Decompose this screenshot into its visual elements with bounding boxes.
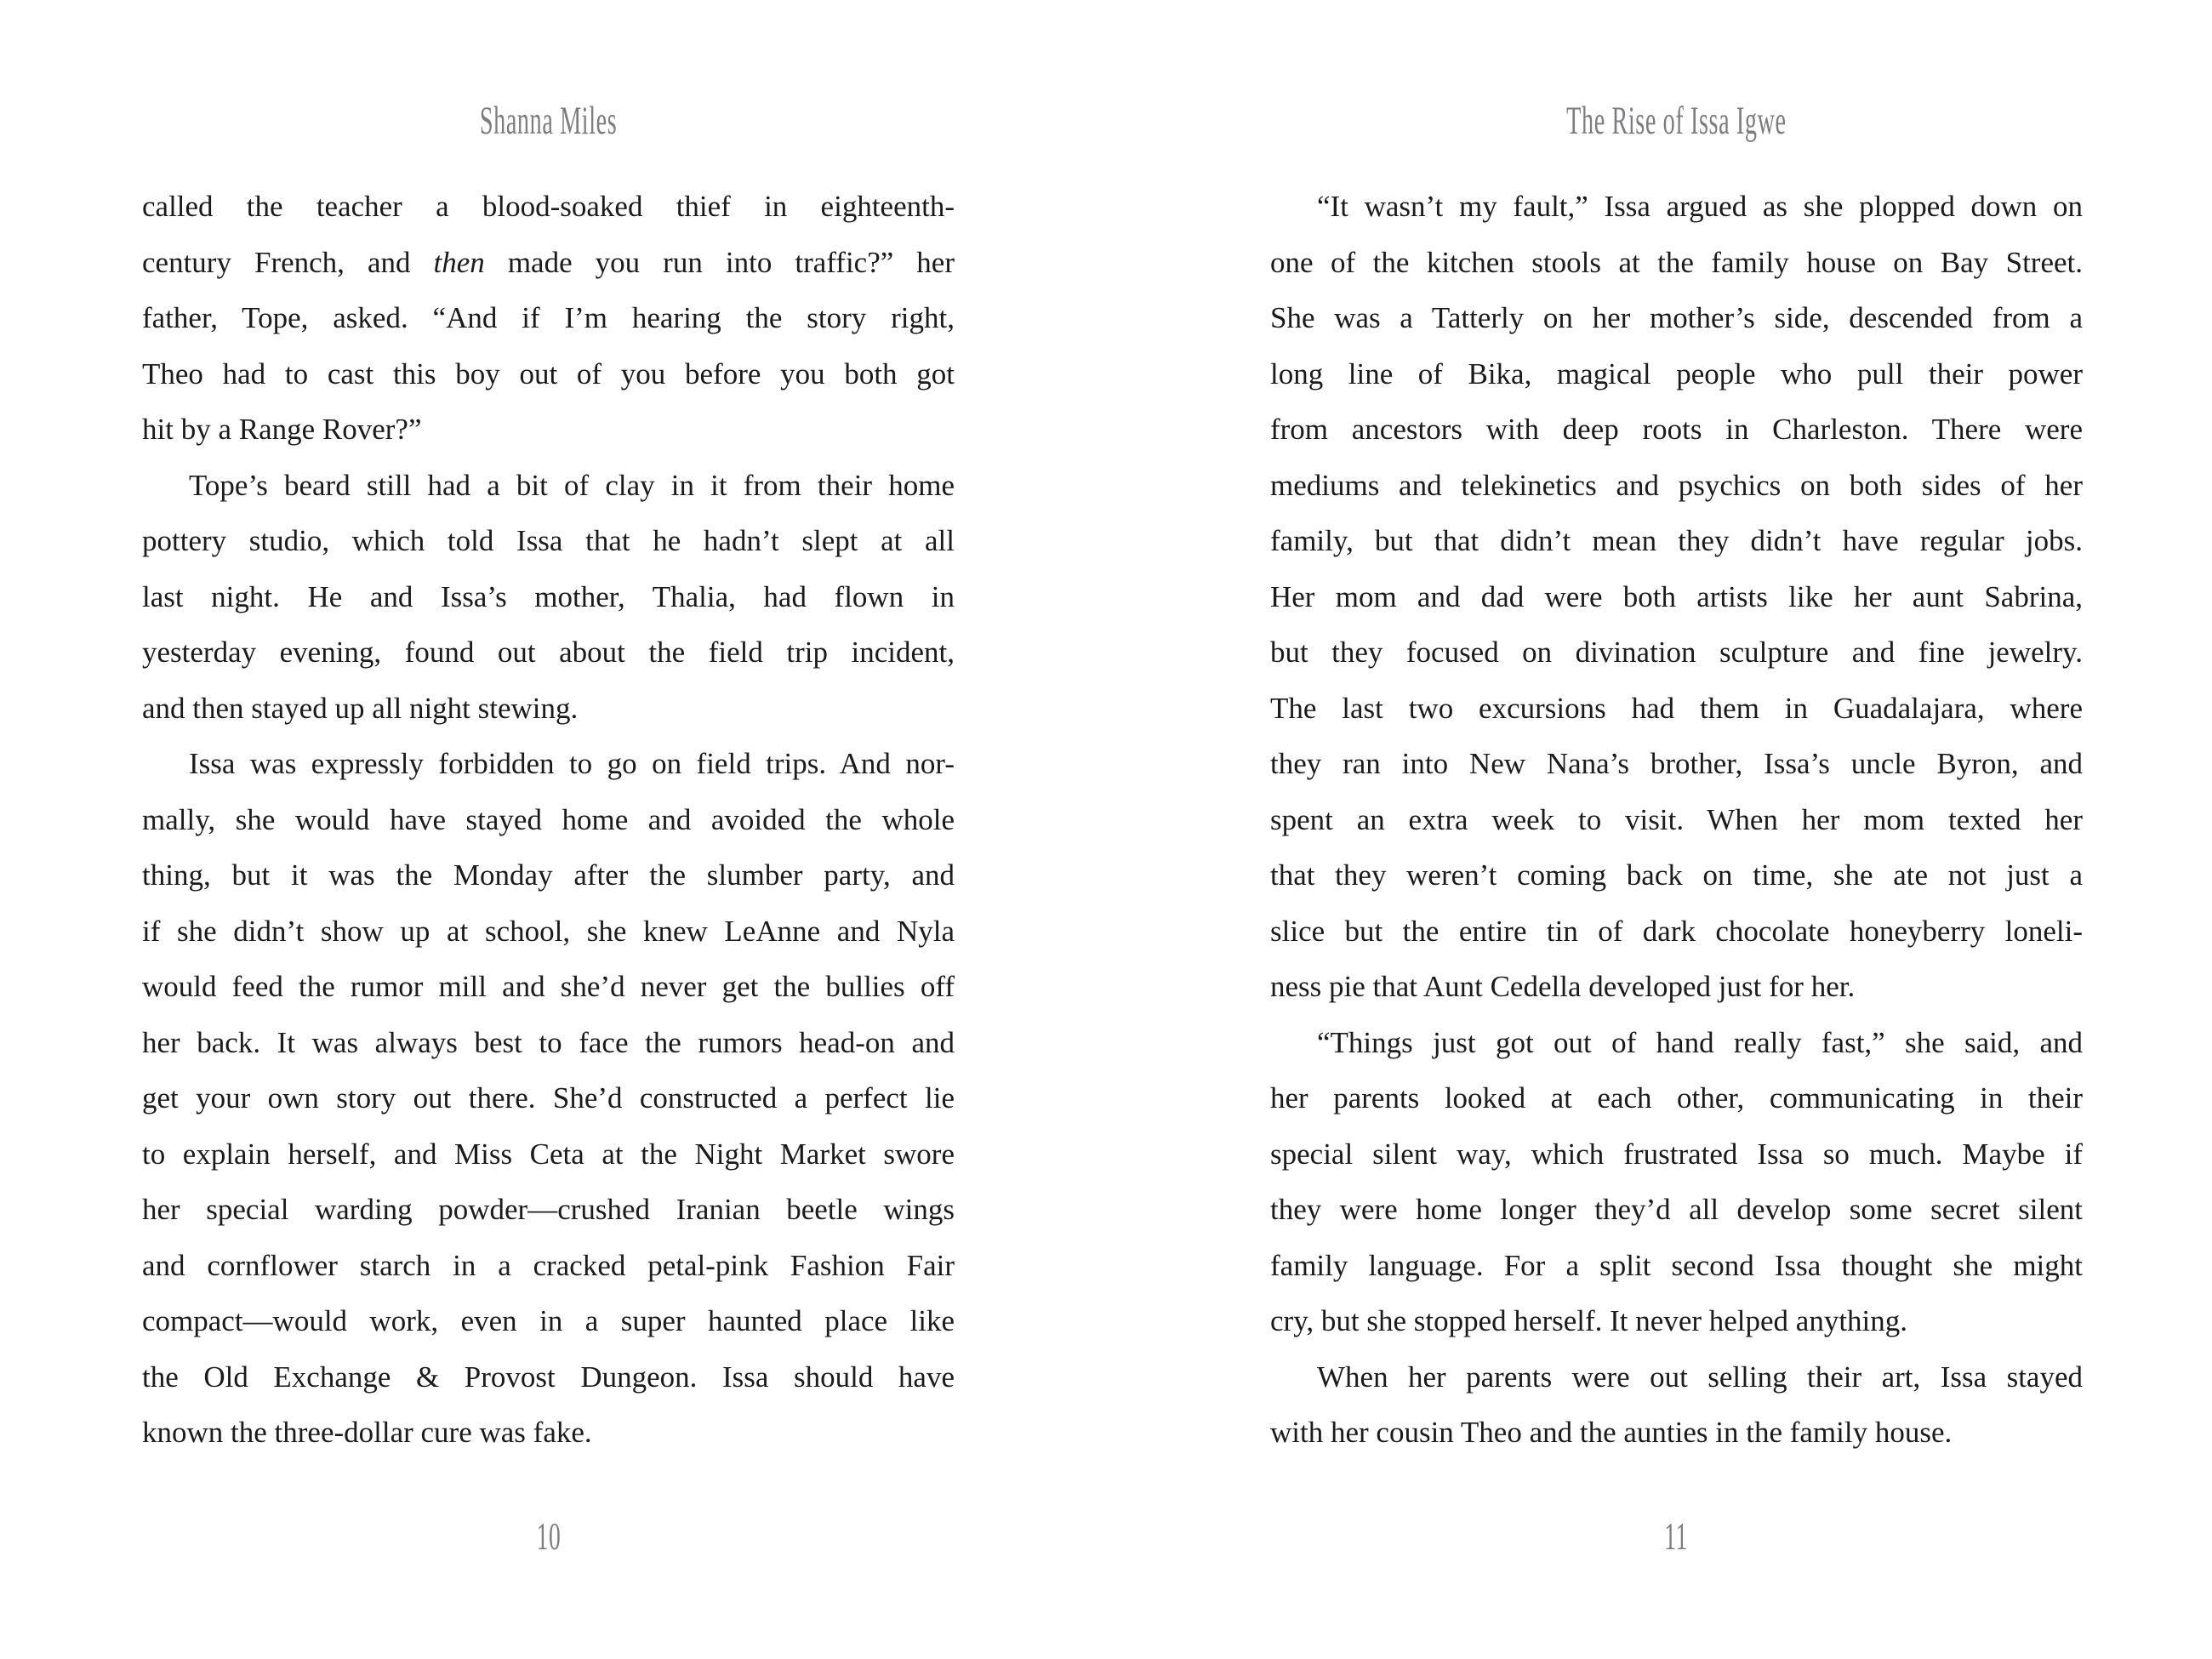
text-line: if she didn’t show up at school, she knew LeAnne and Nyla bbox=[142, 914, 955, 948]
text-line: to explain herself, and Miss Ceta at the Night Market swore bbox=[142, 1137, 955, 1171]
text-line: from ancestors with deep roots in Charleston. There were bbox=[1270, 413, 2083, 446]
text-line: special silent way, which frustrated Issa so much. Maybe if bbox=[1270, 1137, 2083, 1171]
text-line: thing, but it was the Monday after the slumber party, and bbox=[142, 858, 955, 892]
text-line: but they focused on divination sculpture and fine jewelry. bbox=[1270, 636, 2083, 669]
text-line: Theo had to cast this boy out of you before you both got bbox=[142, 356, 955, 391]
text-line: the Old Exchange & Provost Dungeon. Issa should have bbox=[142, 1360, 955, 1394]
text-line: She was a Tatterly on her mother’s side, descended from a bbox=[1270, 301, 2083, 334]
paragraph bbox=[1270, 1349, 2083, 1461]
text-line: hit by a Range Rover?” bbox=[142, 413, 422, 446]
running-header-author bbox=[142, 95, 955, 146]
text-line: family, but that didn’t mean they didn’t have regular jobs. bbox=[1270, 524, 2083, 557]
text-line: spent an extra week to visit. When her mom texted her bbox=[1270, 802, 2083, 836]
paragraph bbox=[142, 179, 955, 458]
text-line: her special warding powder—crushed Iranian beetle wings bbox=[142, 1193, 955, 1226]
text-line: get your own story out there. She’d constructed a perfect lie bbox=[142, 1081, 955, 1115]
text-line: mediums and telekinetics and psychics on both sides of her bbox=[1270, 468, 2083, 502]
text-line: mally, she would have stayed home and avoided the whole bbox=[142, 802, 955, 836]
running-header-title bbox=[1270, 95, 2083, 146]
text-line: Tope’s beard still had a bit of clay in it from their home bbox=[189, 468, 955, 502]
text-line: father, Tope, asked. “And if I’m hearing the story right, bbox=[142, 301, 955, 334]
left-page-number bbox=[142, 1513, 955, 1560]
paragraph bbox=[1270, 179, 2083, 1015]
paragraph bbox=[142, 458, 955, 737]
paragraph bbox=[1270, 1015, 2083, 1349]
right-page-body-text bbox=[1270, 179, 2083, 1461]
right-page bbox=[1106, 0, 2212, 1659]
text-line: century French, and then made you run into traffic?” her bbox=[142, 245, 955, 279]
paragraph bbox=[142, 736, 955, 1461]
text-line: her parents looked at each other, communicating in their bbox=[1270, 1081, 2083, 1115]
text-line: and then stayed up all night stewing. bbox=[142, 691, 579, 725]
text-line: slice but the entire tin of dark chocolate honeyberry loneli- bbox=[1270, 914, 2083, 948]
text-line: The last two excursions had them in Guadalajara, where bbox=[1270, 691, 2083, 725]
left-page-number-text: 10 bbox=[536, 1514, 561, 1558]
text-line: Her mom and dad were both artists like her aunt Sabrina, bbox=[1270, 579, 2083, 613]
text-line: Issa was expressly forbidden to go on field trips. And nor- bbox=[189, 747, 955, 780]
text-line: “It wasn’t my fault,” Issa argued as she plopped down on bbox=[1317, 190, 2083, 223]
text-line: they were home longer they’d all develop some secret silent bbox=[1270, 1193, 2083, 1226]
text-line: would feed the rumor mill and she’d never get the bullies off bbox=[142, 970, 955, 1003]
text-line: known the three-dollar cure was fake. bbox=[142, 1416, 592, 1449]
right-page-number bbox=[1270, 1513, 2083, 1560]
text-line: pottery studio, which told Issa that he hadn’t slept at all bbox=[142, 524, 955, 557]
running-header-author-text: Shanna Miles bbox=[479, 99, 618, 143]
running-header-title-text: The Rise of Issa Igwe bbox=[1566, 99, 1787, 143]
text-line: and cornflower starch in a cracked petal-pink Fashion Fair bbox=[142, 1248, 955, 1282]
right-page-number-text: 11 bbox=[1664, 1514, 1689, 1558]
text-line: they ran into New Nana’s brother, Issa’s uncle Byron, and bbox=[1270, 747, 2083, 780]
text-line: When her parents were out selling their art, Issa stayed bbox=[1317, 1360, 2083, 1394]
text-line: compact—would work, even in a super haunted place like bbox=[142, 1304, 955, 1337]
text-line: cry, but she stopped herself. It never helped anything. bbox=[1270, 1304, 1908, 1337]
text-line: her back. It was always best to face the rumors head-on and bbox=[142, 1025, 955, 1059]
text-line: “Things just got out of hand really fast,” she said, and bbox=[1317, 1025, 2083, 1059]
text-line: with her cousin Theo and the aunties in the family house. bbox=[1270, 1416, 1953, 1449]
text-line: ness pie that Aunt Cedella developed just for her. bbox=[1270, 970, 1856, 1003]
text-line: family language. For a split second Issa thought she might bbox=[1270, 1248, 2083, 1282]
text-line: yesterday evening, found out about the field trip incident, bbox=[142, 636, 955, 669]
text-line: that they weren’t coming back on time, she ate not just a bbox=[1270, 858, 2083, 892]
text-line: last night. He and Issa’s mother, Thalia, had flown in bbox=[142, 579, 955, 613]
text-line: called the teacher a blood-soaked thief in eighteenth- bbox=[142, 190, 955, 223]
text-line: long line of Bika, magical people who pull their power bbox=[1270, 356, 2083, 391]
left-page-body-text bbox=[142, 179, 955, 1461]
text-line: one of the kitchen stools at the family house on Bay Street. bbox=[1270, 245, 2083, 279]
